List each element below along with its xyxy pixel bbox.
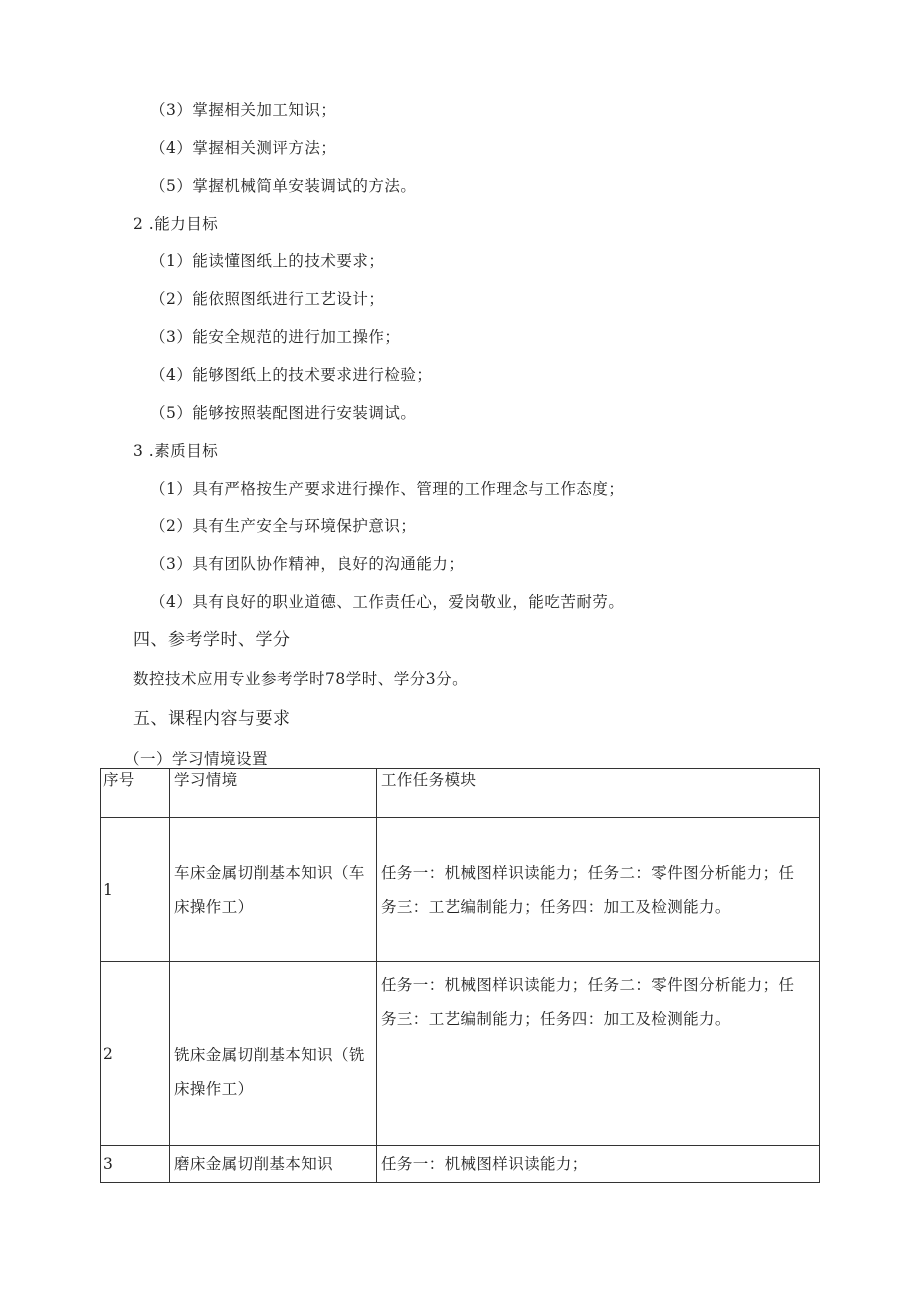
header-num: 序号: [101, 769, 170, 818]
knowledge-item-3: （3）掌握相关加工知识；: [150, 101, 337, 119]
ability-item-3: （3）能安全规范的进行加工操作；: [150, 328, 401, 346]
task-line: 任务一：机械图样识读能力；任务二：零件图分析能力；任: [381, 976, 795, 994]
task-line: 任务一：机械图样识读能力；任务二：零件图分析能力；任: [381, 863, 795, 882]
quality-title: 3 .素质目标: [133, 442, 219, 460]
row-num: 3: [101, 1146, 170, 1183]
table-row: [101, 1146, 820, 1183]
ability-item-5: （5）能够按照装配图进行安装调试。: [150, 404, 417, 422]
row-num: 2: [101, 962, 170, 1146]
task-line: 务三：工艺编制能力；任务四：加工及检测能力。: [381, 1010, 731, 1028]
section4-title: 四、参考学时、学分: [133, 630, 291, 650]
row-situation: [170, 962, 377, 1146]
table-row: [101, 818, 820, 962]
situation-line: 床操作工）: [174, 1079, 254, 1098]
table-header-row: [101, 769, 820, 818]
row-tasks: [377, 818, 820, 962]
situation-line: 床操作工）: [174, 897, 254, 916]
ability-item-4: （4）能够图纸上的技术要求进行检验；: [150, 366, 433, 384]
ability-item-2: （2）能依照图纸进行工艺设计；: [150, 290, 385, 308]
learning-situation-table: [100, 768, 820, 1183]
header-situation: 学习情境: [170, 769, 377, 818]
task-line: 务三：工艺编制能力；任务四：加工及检测能力。: [381, 897, 731, 916]
situation-line: 铣床金属切削基本知识（铣: [174, 1045, 365, 1064]
quality-item-4: （4）具有良好的职业道德、工作责任心，爱岗敬业，能吃苦耐劳。: [150, 593, 625, 611]
header-tasks: 工作任务模块: [377, 769, 820, 818]
row-situation: [170, 818, 377, 962]
quality-item-1: （1）具有严格按生产要求进行操作、管理的工作理念与工作态度；: [150, 480, 625, 498]
ability-item-1: （1）能读懂图纸上的技术要求；: [150, 252, 385, 270]
row-num: 1: [101, 818, 170, 962]
knowledge-item-5: （5）掌握机械简单安装调试的方法。: [150, 177, 417, 195]
row-tasks: [377, 1146, 820, 1183]
quality-item-2: （2）具有生产安全与环境保护意识；: [150, 517, 417, 535]
knowledge-item-4: （4）掌握相关测评方法；: [150, 139, 337, 157]
situation-line: 车床金属切削基本知识（车: [174, 863, 365, 882]
table-row: [101, 962, 820, 1146]
section5-subtitle: （一）学习情境设置: [124, 750, 269, 768]
ability-title: 2 .能力目标: [133, 215, 219, 233]
section4-text: 数控技术应用专业参考学时78学时、学分3分。: [133, 670, 469, 688]
row-tasks: [377, 962, 820, 1146]
row-situation: [170, 1146, 377, 1183]
situation-line: 磨床金属切削基本知识: [174, 1155, 334, 1173]
task-line: 任务一：机械图样识读能力；: [381, 1155, 588, 1173]
quality-item-3: （3）具有团队协作精神，良好的沟通能力；: [150, 555, 465, 573]
section5-title: 五、课程内容与要求: [133, 709, 291, 729]
